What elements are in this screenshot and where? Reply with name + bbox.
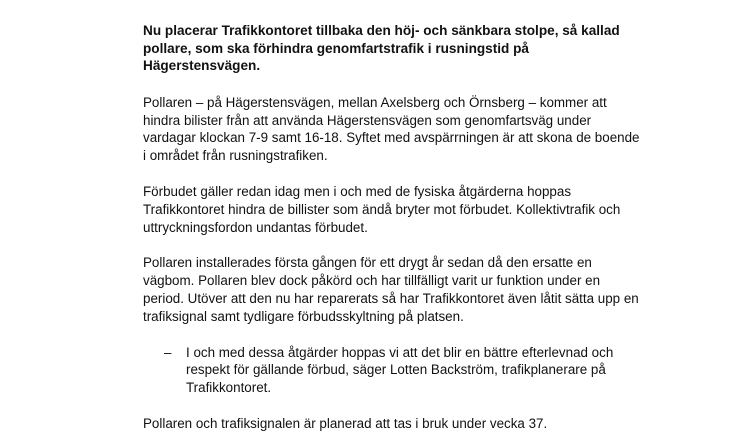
quote-block — [143, 344, 643, 397]
press-release-body — [143, 22, 643, 433]
body-paragraph-1: Pollaren – på Hägerstensvägen, mellan Axelsberg och Örnsberg – kommer att hindra bilister från att använda Hägerstensvägen som genomfartsväg under vardagar klockan 7-9 samt 16-18. Syftet med avspärrningen är att skona de boende i området från rusningstrafiken. — [143, 94, 640, 164]
lead-paragraph: Nu placerar Trafikkontoret tillbaka den höj- och sänkbara stolpe, så kallad pollare, som ska förhindra genomfartstrafik i rusningstid på Hägerstensvägen. — [143, 23, 620, 74]
quote-dash: – — [164, 344, 172, 360]
quote-text: I och med dessa åtgärder hoppas vi att det blir en bättre efterlevnad och respekt för gällande förbud, säger Lotten Backström, trafikplanerare på Trafikkontoret. — [186, 344, 614, 396]
body-paragraph-2: Förbudet gäller redan idag men i och med de fysiska åtgärderna hoppas Trafikkontoret hindra de billister som ändå bryter mot förbudet. Kollektivtrafik och uttryckningsfordon undantas förbudet. — [143, 183, 621, 235]
body-paragraph-3: Pollaren installerades första gången för ett drygt år sedan då den ersatte en vägbom. Pollaren blev dock påkörd och har tillfälligt varit ur funktion under en period. Utöver att den nu har reparerats så har Trafikkontoret även låtit sätta upp en trafiksignal samt tydligare förbudsskyltning på platsen. — [143, 255, 639, 324]
body-paragraph-4: Pollaren och trafiksignalen är planerad att tas i bruk under vecka 37. — [143, 415, 548, 431]
